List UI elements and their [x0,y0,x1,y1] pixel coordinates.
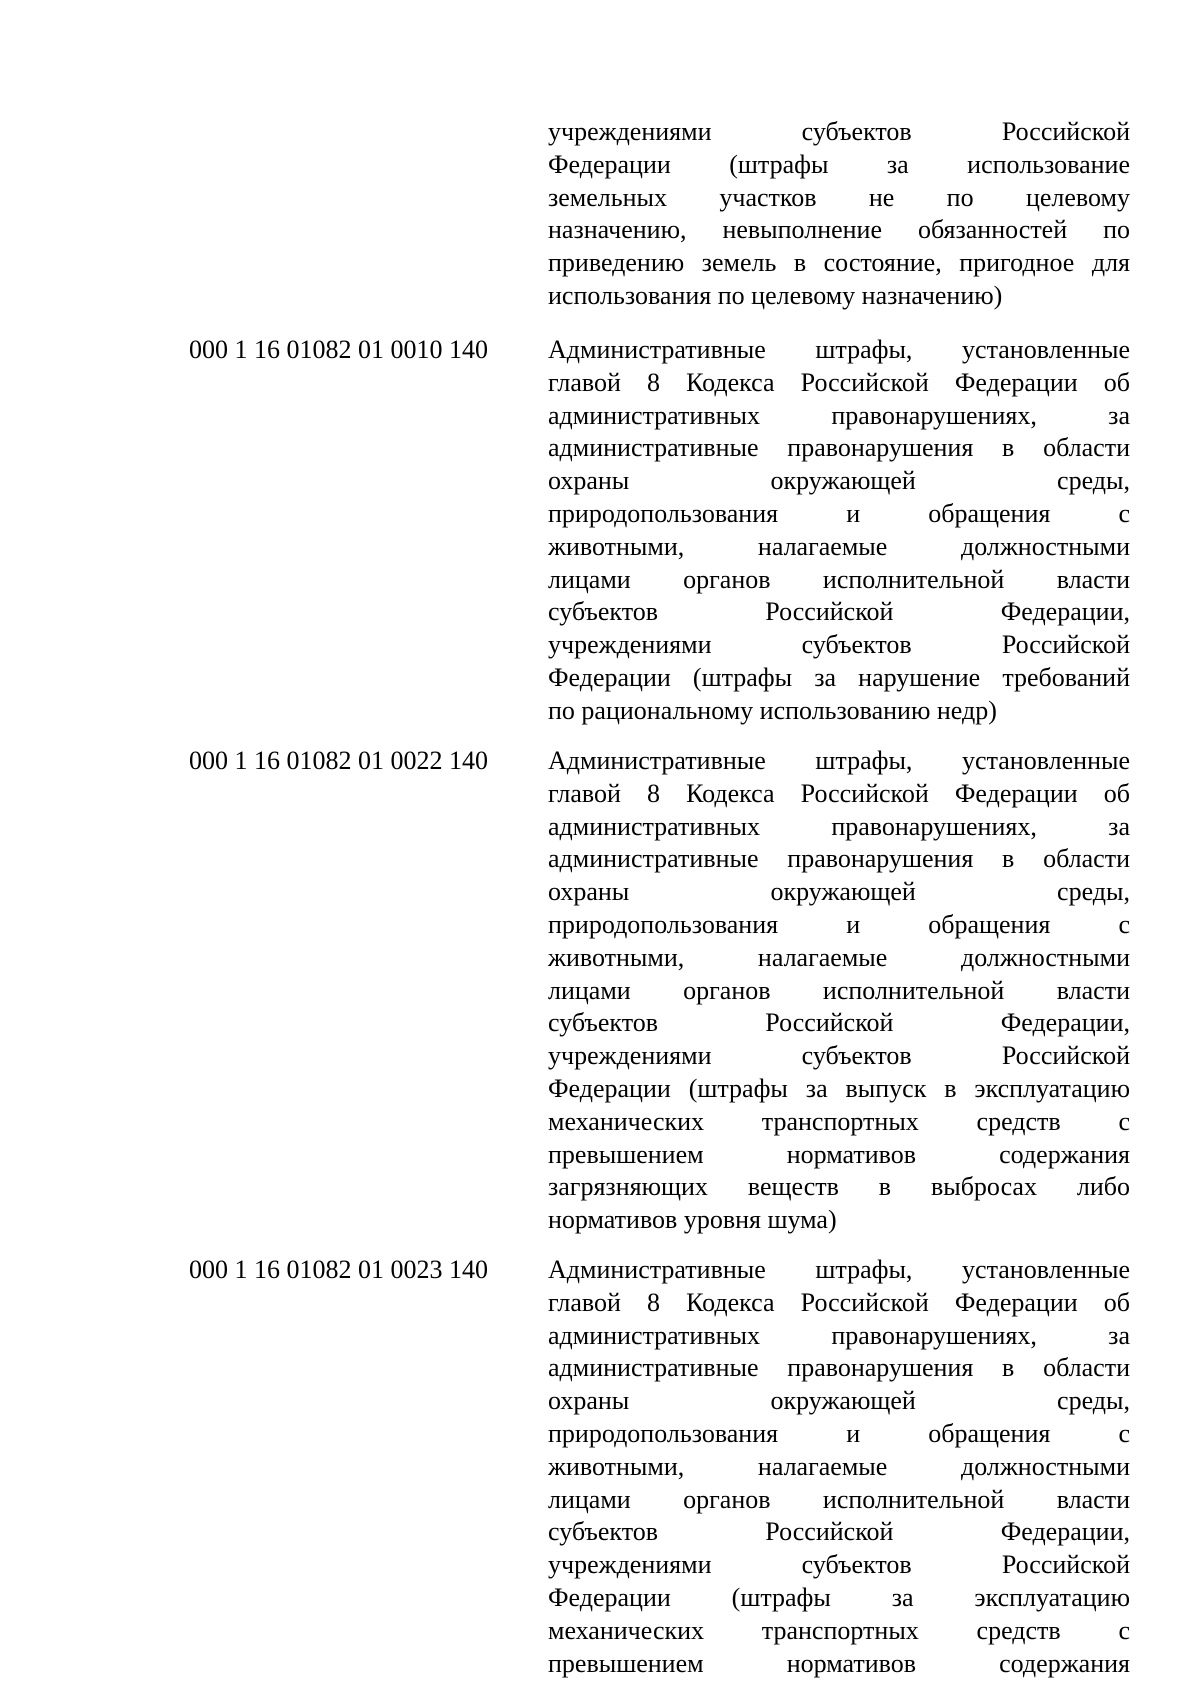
description-line: механических транспортных средств с [548,1615,1130,1645]
description-line: субъектов Российской Федерации, [548,1517,1130,1547]
description-line: использования по целевому назначению) [548,280,1003,310]
description-line: охраны окружающей среды, [548,1386,1130,1416]
description-line: природопользования и обращения с [548,498,1130,528]
description-line: учреждениями субъектов Российской [548,1041,1130,1071]
description-line: по рациональному использованию недр) [548,695,997,725]
description-line: административных правонарушениях, за [548,1320,1130,1350]
description-line: превышением нормативов содержания [548,1648,1130,1678]
budget-code: 000 1 16 01082 01 0022 140 [189,746,488,775]
description-line: административные правонарушения в области [548,1353,1130,1383]
description-line: природопользования и обращения с [548,1418,1130,1448]
description-line: административных правонарушениях, за [548,811,1130,841]
description-line: Административные штрафы, установленные [548,1255,1130,1284]
description-line: Административные штрафы, установленные [548,746,1130,775]
description-line: главой 8 Кодекса Российской Федерации об [548,778,1130,808]
description-line: Федерации (штрафы за использование [548,149,1130,179]
description [548,334,1130,728]
description-line: лицами органов исполнительной власти [548,1484,1130,1514]
description-line: субъектов Российской Федерации, [548,1008,1130,1038]
description-line: главой 8 Кодекса Российской Федерации об [548,367,1130,397]
description-line: административные правонарушения в области [548,844,1130,874]
description-line: животными, налагаемые должностными [548,531,1130,561]
budget-code: 000 1 16 01082 01 0023 140 [189,1255,488,1284]
description-line: природопользования и обращения с [548,909,1130,939]
description-line: животными, налагаемые должностными [548,1451,1130,1481]
description-line: Административные штрафы, установленные [548,335,1130,364]
description-line: охраны окружающей среды, [548,877,1130,907]
description [548,1254,1130,1680]
description-line: административные правонарушения в области [548,433,1130,463]
description-line: лицами органов исполнительной власти [548,975,1130,1005]
description-line: лицами органов исполнительной власти [548,564,1130,594]
description-line: механических транспортных средств с [548,1106,1130,1136]
description-line: административных правонарушениях, за [548,400,1130,430]
description-line: животными, налагаемые должностными [548,942,1130,972]
description-line: субъектов Российской Федерации, [548,597,1130,627]
description-line: назначению, невыполнение обязанностей по [548,215,1130,245]
description-line: охраны окружающей среды, [548,466,1130,496]
description-line: Федерации (штрафы за нарушение требований [548,662,1130,692]
budget-code: 000 1 16 01082 01 0010 140 [189,335,488,364]
description-line: приведению земель в состояние, пригодное для [548,248,1130,278]
description-line: загрязняющих веществ в выбросах либо [548,1172,1130,1202]
description-line: Федерации (штрафы за выпуск в эксплуатацию [548,1073,1130,1103]
description-line: земельных участков не по целевому [548,182,1130,212]
description-line: учреждениями субъектов Российской [548,630,1130,660]
description-line: нормативов уровня шума) [548,1205,837,1235]
description-line: главой 8 Кодекса Российской Федерации об [548,1287,1130,1317]
description-line: учреждениями субъектов Российской [548,117,1130,146]
description [548,116,1130,313]
description-line: Федерации (штрафы за эксплуатацию [548,1582,1130,1612]
description [548,745,1130,1237]
description-line: учреждениями субъектов Российской [548,1550,1130,1580]
description-line: превышением нормативов содержания [548,1139,1130,1169]
